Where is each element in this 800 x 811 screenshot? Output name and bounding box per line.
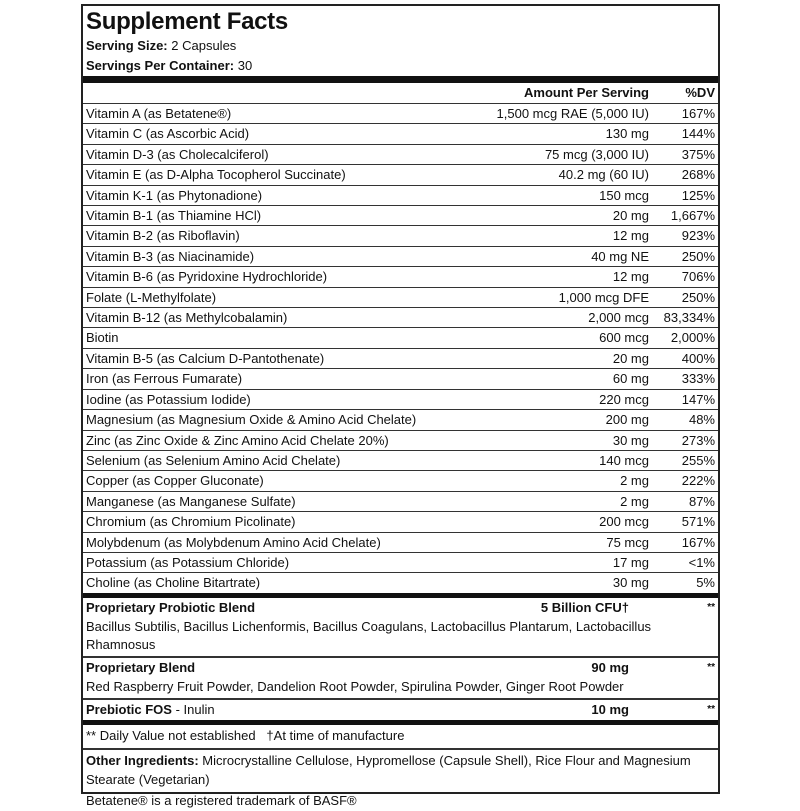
nutrient-dv: 375% — [681, 146, 715, 162]
nutrient-dv: 1,667% — [670, 208, 715, 224]
supplement-facts-label — [81, 4, 720, 808]
trademark-note: Betatene® is a registered trademark of BASF® — [86, 792, 357, 808]
blend-amount: 10 mg — [591, 701, 629, 717]
nutrient-name: Vitamin B-5 (as Calcium D-Pantothenate) — [86, 350, 325, 366]
nutrient-amount: 20 mg — [612, 208, 649, 224]
nutrient-dv: 5% — [696, 575, 715, 591]
blend-ingredients: Bacillus Subtilis, Bacillus Lichenformis, Bacillus Coagulans, Lactobacillus Plantarum, Lactobacillus Rhamnosus — [86, 618, 652, 652]
nutrient-dv: 144% — [681, 126, 715, 142]
other-ingredients — [83, 750, 718, 790]
nutrient-amount: 30 mg — [612, 575, 649, 591]
nutrient-name: Vitamin K-1 (as Phytonadione) — [86, 187, 263, 203]
nutrient-name: Vitamin B-12 (as Methylcobalamin) — [86, 310, 288, 326]
nutrient-amount: 200 mg — [605, 412, 649, 428]
nutrient-row — [83, 573, 718, 592]
blend-dv: ** — [707, 661, 715, 673]
thick-divider — [83, 76, 718, 83]
nutrient-name: Magnesium (as Magnesium Oxide & Amino Acid Chelate) — [86, 412, 417, 428]
nutrient-amount: 75 mcg — [606, 534, 649, 550]
nutrient-name: Vitamin E (as D-Alpha Tocopherol Succinate) — [86, 167, 346, 183]
nutrient-row — [83, 186, 718, 206]
probiotic-blend — [83, 598, 718, 656]
nutrient-row — [83, 553, 718, 573]
nutrient-dv: 2,000% — [670, 330, 715, 346]
nutrient-amount: 12 mg — [612, 228, 649, 244]
nutrient-row — [83, 226, 718, 246]
nutrient-name: Vitamin D-3 (as Cholecalciferol) — [86, 146, 269, 162]
nutrient-row — [83, 533, 718, 553]
nutrient-dv: 48% — [688, 412, 715, 428]
nutrient-row — [83, 390, 718, 410]
nutrient-amount: 220 mcg — [599, 391, 649, 407]
nutrient-amount: 1,000 mcg DFE — [558, 289, 649, 305]
blend-name: Proprietary Probiotic Blend — [86, 599, 256, 615]
nutrient-name: Iron (as Ferrous Fumarate) — [86, 371, 243, 387]
other-ingredients-label: Other Ingredients: — [86, 752, 199, 768]
nutrient-dv: 273% — [681, 432, 715, 448]
nutrient-dv: 333% — [681, 371, 715, 387]
nutrient-name: Vitamin A (as Betatene®) — [86, 106, 232, 121]
nutrient-name: Iodine (as Potassium Iodide) — [86, 391, 251, 407]
amount-header: Amount Per Serving — [524, 85, 649, 100]
other-ingredients-value: Microcrystalline Cellulose, Hypromellose (Capsule Shell), Rice Flour and Magnesium Stearate (Vegetarian) — [86, 752, 691, 787]
serving-size-value: 2 Capsules — [171, 38, 237, 53]
nutrient-row — [83, 431, 718, 451]
nutrient-amount: 40 mg NE — [591, 248, 649, 264]
nutrient-row — [83, 206, 718, 226]
label-title: Supplement Facts — [86, 8, 288, 35]
nutrient-amount: 200 mcg — [599, 514, 649, 530]
nutrient-amount: 1,500 mcg RAE (5,000 IU) — [496, 106, 649, 121]
blend-ingredients: Red Raspberry Fruit Powder, Dandelion Root Powder, Spirulina Powder, Ginger Root Powder — [86, 678, 624, 694]
nutrient-amount: 140 mcg — [599, 452, 649, 468]
nutrient-row — [83, 328, 718, 348]
serving-size — [83, 36, 718, 56]
nutrient-dv: 83,334% — [663, 310, 715, 326]
nutrient-name: Vitamin B-2 (as Riboflavin) — [86, 228, 240, 244]
nutrient-row — [83, 124, 718, 144]
nutrient-row — [83, 471, 718, 491]
nutrient-row — [83, 451, 718, 471]
nutrient-name: Biotin — [86, 330, 119, 346]
nutrient-list — [83, 104, 718, 593]
nutrient-amount: 2 mg — [620, 473, 649, 489]
nutrient-row — [83, 165, 718, 185]
nutrient-amount: 2 mg — [620, 493, 649, 509]
footnote: ** Daily Value not established †At time of manufacture — [86, 727, 405, 743]
nutrient-name: Vitamin B-3 (as Niacinamide) — [86, 248, 255, 264]
nutrient-dv: 706% — [681, 269, 715, 285]
nutrient-dv: 167% — [681, 106, 715, 121]
nutrient-amount: 12 mg — [612, 269, 649, 285]
nutrient-name: Manganese (as Manganese Sulfate) — [86, 493, 296, 509]
nutrient-dv: 125% — [681, 187, 715, 203]
nutrient-dv: 400% — [681, 350, 715, 366]
nutrient-name: Vitamin B-1 (as Thiamine HCl) — [86, 208, 262, 224]
nutrient-dv: 250% — [681, 248, 715, 264]
nutrient-dv: 87% — [688, 493, 715, 509]
nutrient-name: Molybdenum (as Molybdenum Amino Acid Chelate) — [86, 534, 381, 550]
nutrient-dv: 268% — [681, 167, 715, 183]
nutrient-amount: 40.2 mg (60 IU) — [558, 167, 649, 183]
nutrient-row — [83, 247, 718, 267]
nutrient-amount: 20 mg — [612, 350, 649, 366]
nutrient-row — [83, 308, 718, 328]
servings-per-container — [83, 56, 718, 76]
nutrient-amount: 130 mg — [605, 126, 649, 142]
nutrient-dv: <1% — [688, 554, 715, 570]
nutrient-amount: 75 mcg (3,000 IU) — [544, 146, 649, 162]
nutrient-name: Copper (as Copper Gluconate) — [86, 473, 264, 489]
nutrient-dv: 255% — [681, 452, 715, 468]
nutrient-row — [83, 512, 718, 532]
nutrient-row — [83, 369, 718, 389]
blend-name: Proprietary Blend — [86, 659, 196, 675]
nutrient-dv: 167% — [681, 534, 715, 550]
blend-suffix: - Inulin — [171, 701, 215, 717]
nutrient-dv: 147% — [681, 391, 715, 407]
nutrient-amount: 2,000 mcg — [588, 310, 649, 326]
nutrient-amount: 17 mg — [612, 554, 649, 570]
nutrient-dv: 250% — [681, 289, 715, 305]
blend-dv: ** — [707, 601, 715, 613]
nutrient-dv: 222% — [681, 473, 715, 489]
nutrient-row — [83, 288, 718, 308]
nutrient-dv: 571% — [681, 514, 715, 530]
nutrient-amount: 600 mcg — [599, 330, 649, 346]
servings-per-container-label: Servings Per Container: — [86, 58, 235, 73]
nutrient-row — [83, 349, 718, 369]
nutrient-name: Potassium (as Potassium Chloride) — [86, 554, 290, 570]
nutrient-name: Choline (as Choline Bitartrate) — [86, 575, 261, 591]
servings-per-container-value: 30 — [237, 58, 253, 73]
nutrient-row — [83, 104, 718, 124]
dv-header: %DV — [685, 85, 715, 100]
nutrient-amount: 30 mg — [612, 432, 649, 448]
nutrient-row — [83, 267, 718, 287]
nutrient-name: Selenium (as Selenium Amino Acid Chelate) — [86, 452, 341, 468]
nutrient-name: Chromium (as Chromium Picolinate) — [86, 514, 296, 530]
serving-size-label: Serving Size: — [86, 38, 168, 53]
table-header — [83, 83, 718, 104]
blend-dv: ** — [707, 703, 715, 715]
nutrient-amount: 150 mcg — [599, 187, 649, 203]
nutrient-dv: 923% — [681, 228, 715, 244]
nutrient-amount: 60 mg — [612, 371, 649, 387]
nutrient-name: Vitamin C (as Ascorbic Acid) — [86, 126, 250, 142]
blend-name: Prebiotic FOS — [86, 701, 172, 717]
nutrient-row — [83, 492, 718, 512]
nutrient-name: Zinc (as Zinc Oxide & Zinc Amino Acid Chelate 20%) — [86, 432, 389, 448]
nutrient-name: Vitamin B-6 (as Pyridoxine Hydrochloride) — [86, 269, 328, 285]
blend-amount: 90 mg — [591, 659, 629, 675]
proprietary-blend — [83, 658, 718, 698]
blend-amount: 5 Billion CFU† — [540, 599, 629, 615]
prebiotic-fos — [83, 700, 718, 720]
nutrient-name: Folate (L-Methylfolate) — [86, 289, 217, 305]
nutrient-row — [83, 410, 718, 430]
nutrient-row — [83, 145, 718, 165]
